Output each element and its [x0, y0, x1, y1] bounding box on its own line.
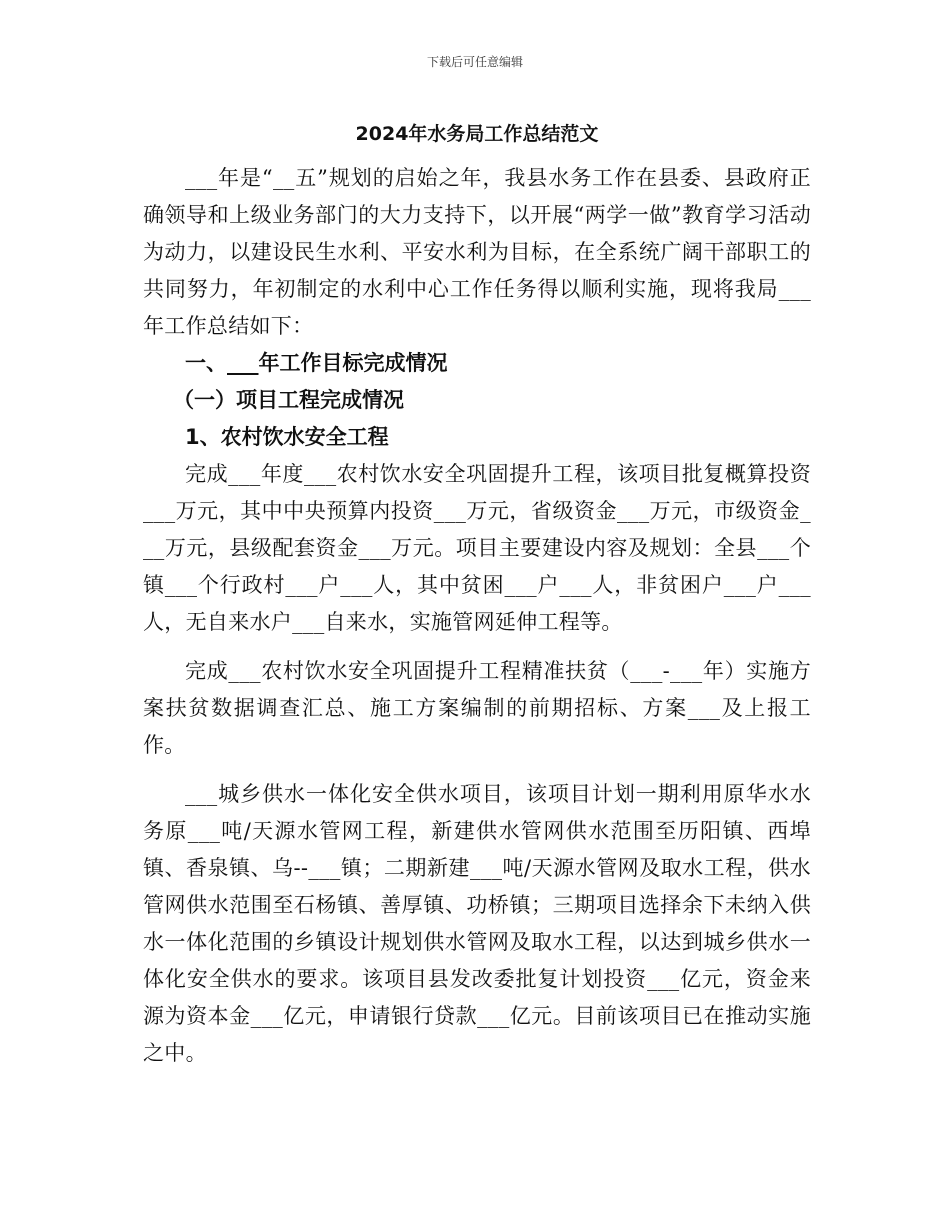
- paragraph-rural-water: 完成___年度___农村饮水安全巩固提升工程，该项目批复概算投资___万元，其中中央预算内投资___万元，省级资金___万元，市级资金___万元，县级配套资金___万元。项目主要建设内容及规划：全县___个镇___个行政村___户___人，其中贫困___户___人，非贫困户___户___人，无自来水户___自来水，实施管网延伸工程等。: [143, 462, 811, 634]
- section-heading-1: 一、___年工作目标完成情况: [185, 351, 448, 375]
- paragraph-poverty-plan: 完成___农村饮水安全巩固提升工程精准扶贫（___-___年）实施方案扶贫数据调查汇总、施工方案编制的前期招标、方案___及上报工作。: [143, 659, 811, 757]
- page-header-note: 下载后可任意编辑: [426, 55, 523, 69]
- document-body: [143, 120, 811, 1072]
- intro-paragraph: ___年是“__五”规划的启始之年，我县水务工作在县委、县政府正确领导和上级业务部门的大力支持下，以开展“两学一做”教育学习活动为动力，以建设民生水利、平安水利为目标，在全系统广阔干部职工的共同努力，年初制定的水利中心工作任务得以顺利实施，现将我局___年工作总结如下：: [143, 166, 811, 338]
- item-heading: 1、农村饮水安全工程: [185, 425, 389, 449]
- paragraph-urban-rural-supply: ___城乡供水一体化安全供水项目，该项目计划一期利用原华水水务原___吨/天源水管网工程，新建供水管网供水范围至历阳镇、西埠镇、香泉镇、乌--___镇；二期新建___吨/天源水管网及取水工程，供水管网供水范围至石杨镇、善厚镇、功桥镇；三期项目选择余下未纳入供水一体化范围的乡镇设计规划供水管网及取水工程，以达到城乡供水一体化安全供水的要求。该项目县发改委批复计划投资___亿元，资金来源为资本金___亿元，申请银行贷款___亿元。目前该项目已在推动实施之中。: [143, 782, 811, 1065]
- subsection-heading: （一）项目工程完成情况: [173, 388, 404, 412]
- document-title: 2024年水务局工作总结范文: [355, 123, 599, 145]
